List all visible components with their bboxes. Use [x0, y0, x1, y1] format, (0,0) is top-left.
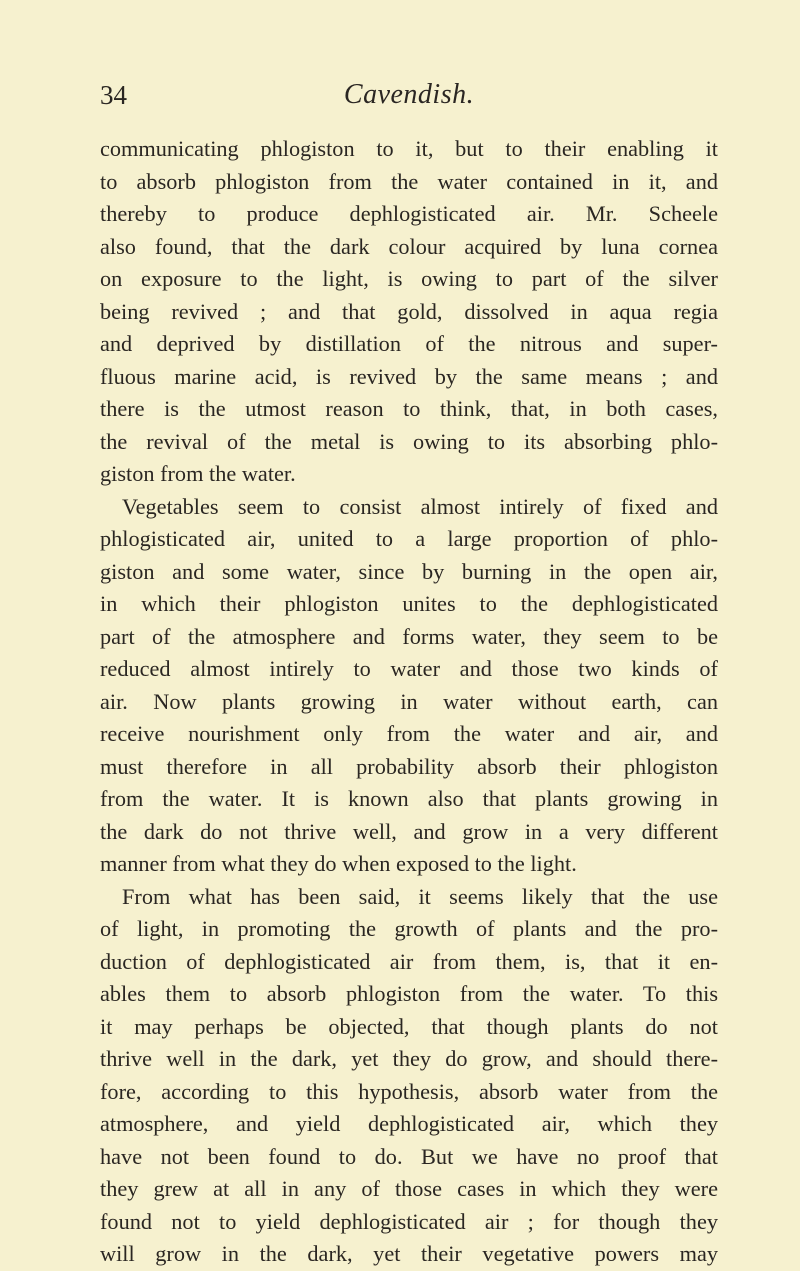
text-line: being revived ; and that gold, dissolved in aqua regia — [100, 298, 718, 324]
text-line: atmosphere, and yield dephlogisticated air, which they — [100, 1111, 718, 1136]
text-line: air. Now plants growing in water without earth, can — [100, 688, 718, 714]
text-line: the dark do not thrive well, and grow in a very different — [100, 818, 718, 844]
text-line: of light, in promoting the growth of plants and the pro- — [100, 916, 718, 941]
paragraph-start: Vegetables seem to consist almost intirely of fixed and — [122, 493, 718, 519]
text-line: giston and some water, since by burning in the open air, — [100, 558, 718, 584]
text-line: found not to yield dephlogisticated air ; for though they — [100, 1208, 718, 1234]
text-line: phlogisticated air, united to a large proportion of phlo- — [100, 526, 718, 551]
text-line: communicating phlogiston to it, but to their enabling it — [100, 136, 718, 161]
text-line: from the water. It is known also that plants growing in — [100, 786, 718, 811]
text-line: part of the atmosphere and forms water, they seem to be — [100, 623, 718, 649]
text-line: receive nourishment only from the water and air, and — [100, 721, 718, 746]
text-line: giston from the water. — [100, 461, 296, 486]
body-text — [100, 133, 718, 1271]
text-line: duction of dephlogisticated air from them, is, that it en- — [100, 948, 718, 974]
text-line: fluous marine acid, is revived by the same means ; and — [100, 363, 718, 389]
text-line: it may perhaps be objected, that though plants do not — [100, 1013, 718, 1039]
page-number: 34 — [100, 80, 127, 110]
text-line: reduced almost intirely to water and those two kinds of — [100, 656, 718, 681]
text-line: manner from what they do when exposed to the light. — [100, 851, 577, 876]
text-line: and deprived by distillation of the nitrous and super- — [100, 331, 718, 356]
text-line: to absorb phlogiston from the water contained in it, and — [100, 168, 718, 194]
text-line: ables them to absorb phlogiston from the water. To this — [100, 981, 718, 1006]
text-line: will grow in the dark, yet their vegetative powers may — [100, 1241, 718, 1266]
text-line: there is the utmost reason to think, that, in both cases, — [100, 396, 718, 421]
text-line: also found, that the dark colour acquired by luna cornea — [100, 233, 718, 259]
text-line: fore, according to this hypothesis, absorb water from the — [100, 1078, 718, 1104]
text-line: on exposure to the light, is owing to part of the silver — [100, 266, 718, 291]
running-head — [100, 78, 718, 118]
text-line: thereby to produce dephlogisticated air. Mr. Scheele — [100, 201, 718, 226]
text-line: have not been found to do. But we have no proof that — [100, 1143, 718, 1169]
text-line: they grew at all in any of those cases in which they were — [100, 1176, 718, 1201]
paragraph-start: From what has been said, it seems likely that the use — [122, 883, 718, 909]
text-line: thrive well in the dark, yet they do grow, and should there- — [100, 1046, 718, 1071]
text-line: must therefore in all probability absorb their phlogiston — [100, 753, 718, 779]
text-line: in which their phlogiston unites to the dephlogisticated — [100, 591, 718, 616]
text-line: the revival of the metal is owing to its absorbing phlo- — [100, 428, 718, 454]
running-title: Cavendish. — [343, 79, 475, 110]
